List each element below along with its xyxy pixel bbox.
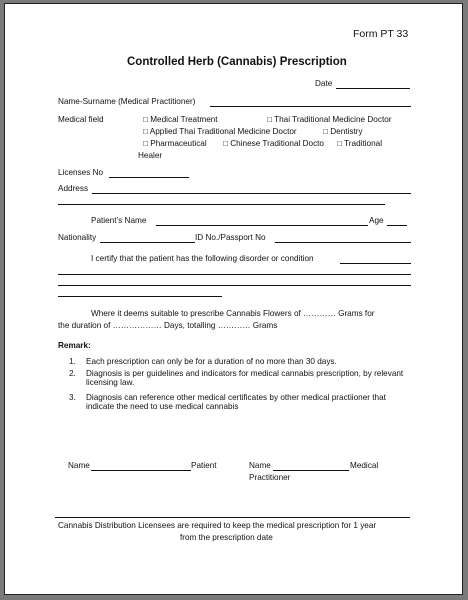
medical-field-label: Medical field xyxy=(58,115,104,124)
licenses-label: Licenses No xyxy=(58,168,104,177)
condition-field-line-2[interactable] xyxy=(58,274,411,275)
address-field-line-2[interactable] xyxy=(58,204,385,205)
certify-text: I certify that the patient has the following disorder or condition xyxy=(91,254,314,263)
checkbox-icon[interactable]: □ xyxy=(223,139,228,148)
prescription-form-page xyxy=(4,3,463,595)
medical-field-option[interactable]: □ Thai Traditional Medicine Doctor xyxy=(267,115,392,124)
practitioner-signature-field[interactable] xyxy=(273,470,349,471)
patient-sig-role-label: Patient xyxy=(191,461,217,470)
footer-text-line-1: Cannabis Distribution Licensees are required to keep the medical prescription for 1 year xyxy=(58,521,377,530)
medical-field-option[interactable]: □ Pharmaceutical xyxy=(143,139,207,148)
age-label: Age xyxy=(369,216,384,225)
prescription-text-line-1: Where it deems suitable to prescribe Cannabis Flowers of ………… Grams for xyxy=(91,309,375,318)
condition-field[interactable] xyxy=(340,263,411,264)
medical-field-option[interactable]: □ Traditional xyxy=(337,139,383,148)
patient-signature-field[interactable] xyxy=(91,470,191,471)
remark-item: Diagnosis is per guidelines and indicators for medical cannabis prescription, by relevant licensing law. xyxy=(86,369,404,388)
practitioner-sig-role-label: Medical xyxy=(350,461,379,470)
medical-field-option[interactable]: □ Applied Thai Traditional Medicine Doctor xyxy=(143,127,297,136)
practitioner-sig-name-label: Name xyxy=(249,461,271,470)
practitioner-label: Name-Surname (Medical Practitioner) xyxy=(58,97,196,106)
checkbox-icon[interactable]: □ xyxy=(143,127,148,136)
checkbox-icon[interactable]: □ xyxy=(143,115,148,124)
age-field[interactable] xyxy=(387,225,407,226)
remark-item: Each prescription can only be for a duration of no more than 30 days. xyxy=(86,357,337,366)
patient-name-field[interactable] xyxy=(156,225,368,226)
nationality-label: Nationality xyxy=(58,233,97,242)
checkbox-icon[interactable]: □ xyxy=(267,115,272,124)
id-label: ID No./Passport No xyxy=(195,233,266,242)
medical-field-option[interactable]: □ Dentistry xyxy=(323,127,363,136)
condition-field-line-4[interactable] xyxy=(58,296,222,297)
medical-field-option[interactable]: □ Medical Treatment xyxy=(143,115,218,124)
checkbox-icon[interactable]: □ xyxy=(337,139,342,148)
date-field[interactable] xyxy=(336,88,410,89)
practitioner-name-field[interactable] xyxy=(210,106,411,107)
footer-divider xyxy=(55,517,410,518)
date-label: Date xyxy=(315,79,333,88)
address-label: Address xyxy=(58,184,89,193)
form-title: Controlled Herb (Cannabis) Prescription xyxy=(127,56,347,68)
checkbox-icon[interactable]: □ xyxy=(323,127,328,136)
remark-number: 3. xyxy=(69,393,76,402)
practitioner-sig-role-label-2: Practitioner xyxy=(249,473,291,482)
footer-text-line-2: from the prescription date xyxy=(180,533,273,542)
remark-item: Diagnosis can reference other medical certificates by other medical practiioner that indicate the need to use medical cannabis xyxy=(86,393,386,412)
remark-number: 1. xyxy=(69,357,76,366)
condition-field-line-3[interactable] xyxy=(58,285,411,286)
id-field[interactable] xyxy=(275,242,411,243)
checkbox-icon[interactable]: □ xyxy=(143,139,148,148)
medical-field-overflow-text: Healer xyxy=(138,151,163,160)
medical-field-option[interactable]: □ Chinese Traditional Docto xyxy=(223,139,324,148)
nationality-field[interactable] xyxy=(100,242,195,243)
patient-sig-name-label: Name xyxy=(68,461,90,470)
address-field[interactable] xyxy=(92,193,411,194)
prescription-text-line-2: the duration of ……………… Days, totalling ………… Grams xyxy=(58,321,278,330)
remark-label: Remark: xyxy=(58,341,91,350)
patient-name-label: Patient’s Name xyxy=(91,216,147,225)
form-number: Form PT 33 xyxy=(353,28,409,40)
licenses-field[interactable] xyxy=(109,177,189,178)
remark-number: 2. xyxy=(69,369,76,378)
